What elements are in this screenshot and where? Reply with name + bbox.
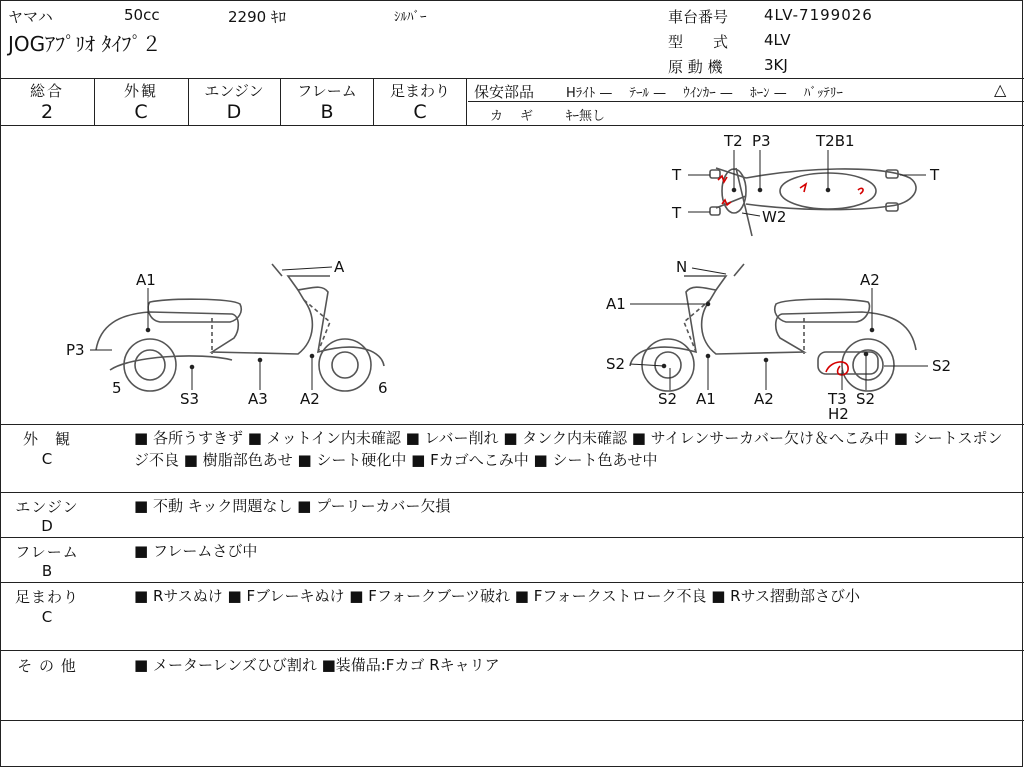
color: ｼﾙﾊﾞｰ [394, 10, 427, 25]
engine-type-label: 原 動 機 [668, 58, 723, 76]
section-grade-engine: D [41, 517, 53, 535]
label-p3: P3 [752, 132, 771, 150]
divider [0, 424, 1024, 425]
label-5: 5 [112, 379, 122, 397]
divider [0, 492, 1024, 493]
section-label-frame: フレーム [15, 543, 79, 561]
label-t: T [672, 166, 682, 184]
label-a1: A1 [136, 271, 156, 289]
section-text-suspension: ■ Rサスぬけ ■ Fブレーキぬけ ■ Fフォークブーツ破れ ■ Fフォークストローク不良 ■ Rサス摺動部さび小 [134, 587, 861, 605]
divider [0, 78, 1024, 79]
label-a1: A1 [696, 390, 716, 408]
grade-label-frame: フレーム [297, 82, 357, 100]
type-value: 4LV [764, 31, 791, 49]
label-w2: W2 [762, 208, 787, 226]
section-grade-exterior: C [41, 450, 53, 468]
section-text-exterior: ■ 各所うすきず ■ メットイン内未確認 ■ レバー削れ ■ タンク内未確認 ■ サイレンサーカバー欠け＆へこみ中 ■ シートスポンジ不良 ■ 樹脂部色あせ ■ シート硬化中 ■ Fカゴへこみ中 ■ シート色あせ中 [134, 429, 1003, 469]
label-a2: A2 [754, 390, 774, 408]
label-s3: S3 [180, 390, 200, 408]
scooter-top-view [710, 168, 916, 236]
key-value: ｷｰ無し [566, 109, 606, 124]
key-label: カ ギ [490, 109, 536, 124]
label-a2: A2 [860, 271, 880, 289]
grade-label-engine: エンジン [204, 82, 264, 100]
grade-value-frame: B [320, 101, 334, 123]
label-t3: T3 [828, 390, 847, 408]
safety-parts-title: 保安部品 [474, 83, 535, 101]
grade-value-suspension: C [413, 101, 427, 123]
grade-value-exterior: C [134, 101, 148, 123]
divider [94, 78, 95, 125]
section-grade-frame: B [41, 562, 53, 580]
label-t2: T2 [724, 132, 743, 150]
section-text-engine: ■ 不動 キック問題なし ■ プーリーカバー欠損 [134, 497, 451, 515]
battery-warning-icon: △ [994, 80, 1007, 99]
label-6: 6 [378, 379, 388, 397]
mileage: 2290 ｷﾛ [228, 8, 286, 26]
divider [373, 78, 374, 125]
grade-label-suspension: 足まわり [389, 82, 450, 100]
divider [0, 650, 1024, 651]
label-t: T [672, 204, 682, 222]
label-s2: S2 [856, 390, 876, 408]
label-a1: A1 [606, 295, 626, 313]
section-label-other: そ の 他 [17, 657, 77, 675]
section-label-engine: エンジン [15, 498, 79, 516]
divider [0, 582, 1024, 583]
section-label-exterior: 外 観 [22, 430, 71, 448]
grade-label-overall: 総合 [29, 82, 64, 100]
grade-value-overall: 2 [40, 101, 54, 123]
label-a3: A3 [248, 390, 268, 408]
frame-number: 4LV-7199026 [764, 6, 873, 24]
label-p3: P3 [66, 341, 85, 359]
label-t2b1: T2B1 [816, 132, 855, 150]
engine-type-value: 3KJ [764, 56, 788, 74]
section-text-frame: ■ フレームさび中 [134, 542, 258, 560]
label-t: T [930, 166, 940, 184]
model-name: JOGｱﾌﾟﾘｵ ﾀｲﾌﾟ２ [8, 32, 162, 56]
label-a: A [334, 258, 345, 276]
label-s2: S2 [932, 357, 952, 375]
divider [468, 101, 1024, 102]
label-n: N [676, 258, 688, 276]
section-grade-suspension: C [41, 608, 53, 626]
label-s2: S2 [606, 355, 626, 373]
label-s2: S2 [658, 390, 678, 408]
section-text-other: ■ メーターレンズひび割れ ■装備品:Fカゴ Rキャリア [134, 656, 500, 674]
label-a2: A2 [300, 390, 320, 408]
section-label-suspension: 足まわり [14, 588, 79, 606]
divider [466, 78, 467, 125]
displacement: 50cc [124, 6, 160, 24]
grade-label-exterior: 外観 [123, 82, 158, 100]
frame-number-label: 車台番号 [668, 8, 729, 26]
safety-parts-items: Hﾗｲﾄ — ﾃｰﾙ — ｳｲﾝｶｰ — ﾎｰﾝ — ﾊﾞｯﾃﾘｰ [566, 86, 843, 101]
divider [0, 537, 1024, 538]
divider [280, 78, 281, 125]
divider [0, 720, 1024, 721]
type-label: 型 式 [668, 33, 729, 51]
label-h2: H2 [828, 405, 849, 423]
maker: ヤマハ [8, 8, 53, 26]
grade-value-engine: D [226, 101, 242, 123]
scooter-diagrams [0, 126, 1024, 424]
